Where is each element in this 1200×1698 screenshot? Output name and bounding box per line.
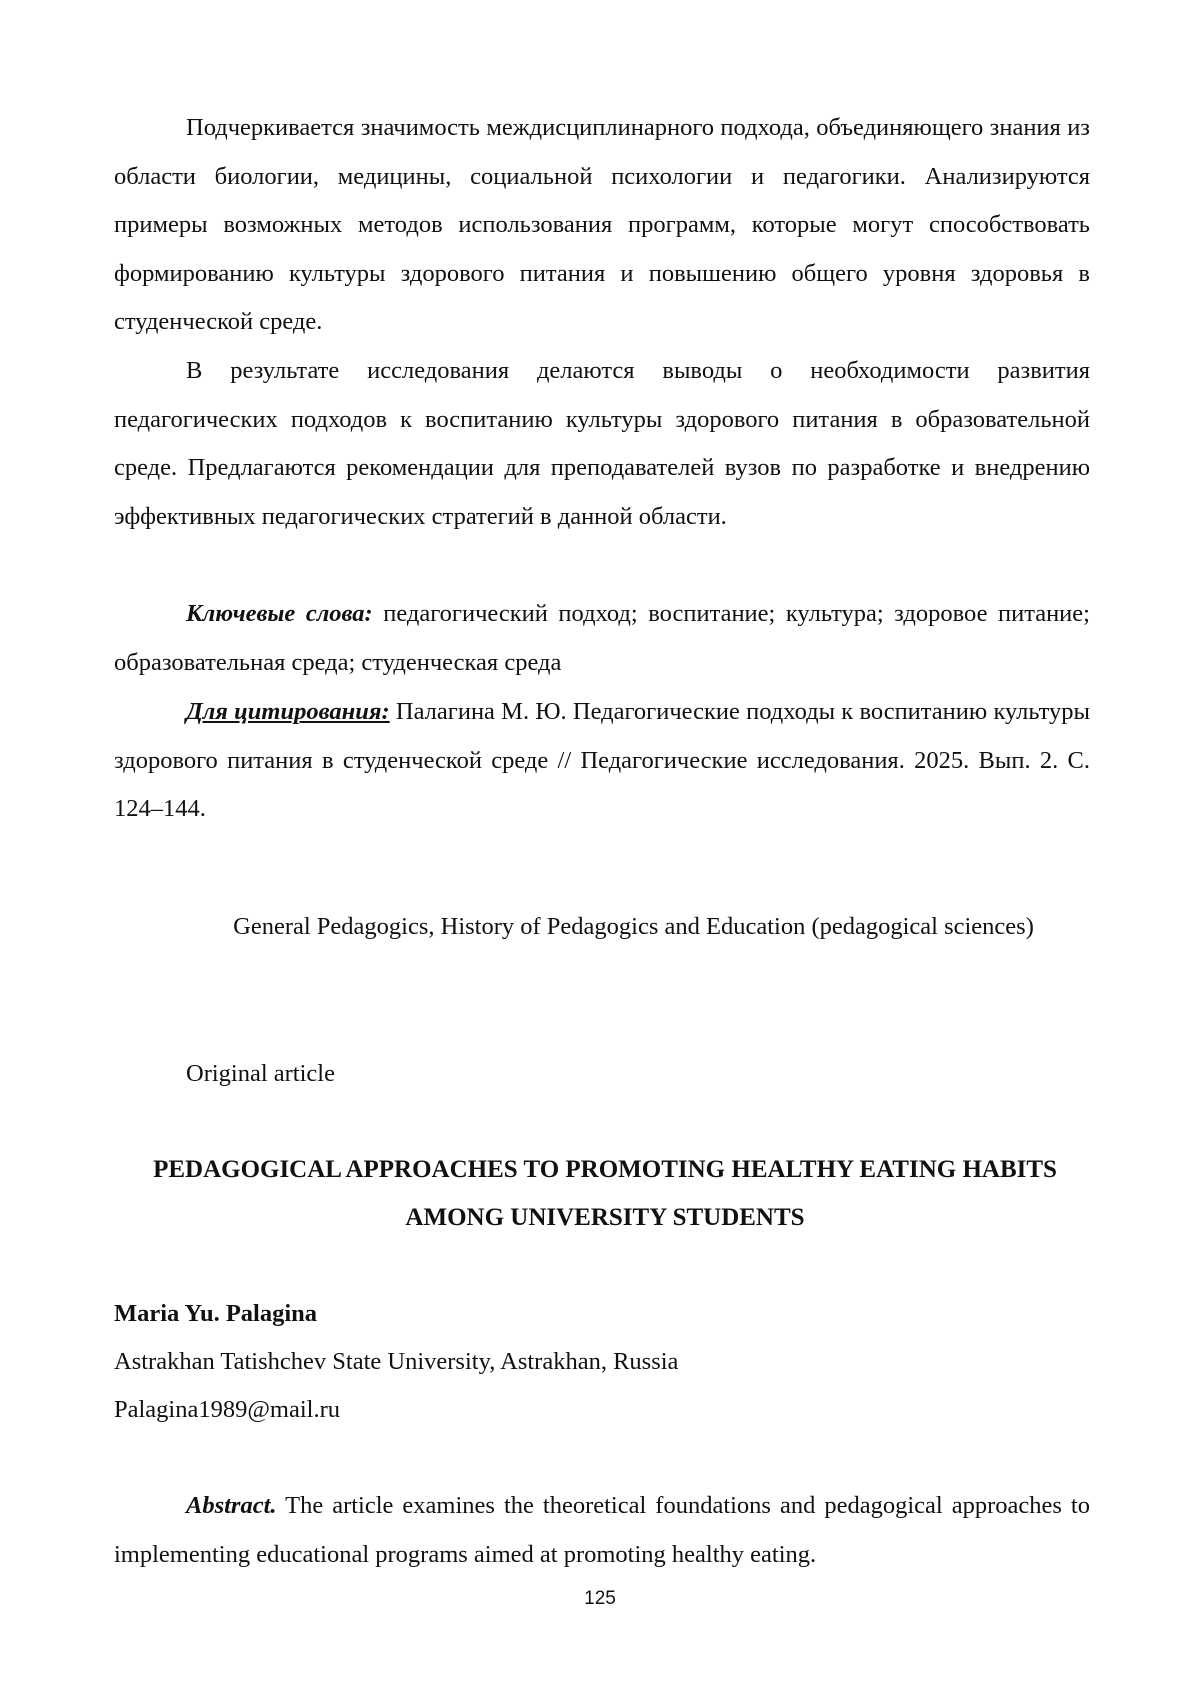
en-email: Palagina1989@mail.ru	[114, 1396, 341, 1423]
keywords-label: Ключевые слова:	[186, 600, 373, 627]
en-author-name: Maria Yu. Palagina	[114, 1300, 318, 1327]
ru-paragraph-2: В результате исследования делаются выводы о необходимости развития педагогических подходов к воспитанию культуры здорового питания в образовательной среде. Предлагаются рекомендации для преподавателей вузов по разработке и внедрению эффективных педагогических стратегий в данной области.	[114, 357, 1090, 530]
abstract-text: The article examines the theoretical foundations and pedagogical approaches to implementing educational programs aimed at promoting healthy eating.	[114, 1492, 1090, 1568]
ru-paragraph-1: Подчеркивается значимость междисциплинарного подхода, объединяющего знания из области биологии, медицины, социальной психологии и педагогики. Анализируются примеры возможных методов использования программ, которые могут способствовать формированию культуры здорового питания и повышению общего уровня здоровья в студенческой среде.	[114, 114, 1090, 336]
ru-keywords	[114, 590, 1090, 687]
citation-text: Палагина М. Ю. Педагогические подходы к воспитанию культуры здорового питания в студенческой среде // Педагогические исследования. 2025. Вып. 2. С. 124–144.	[114, 698, 1090, 823]
citation-label: Для цитирования:	[186, 698, 390, 725]
en-article-title: PEDAGOGICAL APPROACHES TO PROMOTING HEALTHY EATING HABITS AMONG UNIVERSITY STUDENTS	[153, 1156, 1057, 1231]
abstract-label: Abstract.	[186, 1492, 277, 1519]
en-article-type: Original article	[186, 1060, 335, 1087]
en-abstract	[114, 1482, 1090, 1579]
en-section-heading: General Pedagogics, History of Pedagogics and Education (pedagogical sciences)	[233, 913, 1034, 940]
ru-citation	[114, 688, 1090, 834]
keywords-text: педагогический подход; воспитание; культура; здоровое питание; образовательная среда; студенческая среда	[114, 600, 1090, 676]
page-number: 125	[584, 1588, 616, 1609]
en-affiliation: Astrakhan Tatishchev State University, Astrakhan, Russia	[114, 1348, 679, 1375]
